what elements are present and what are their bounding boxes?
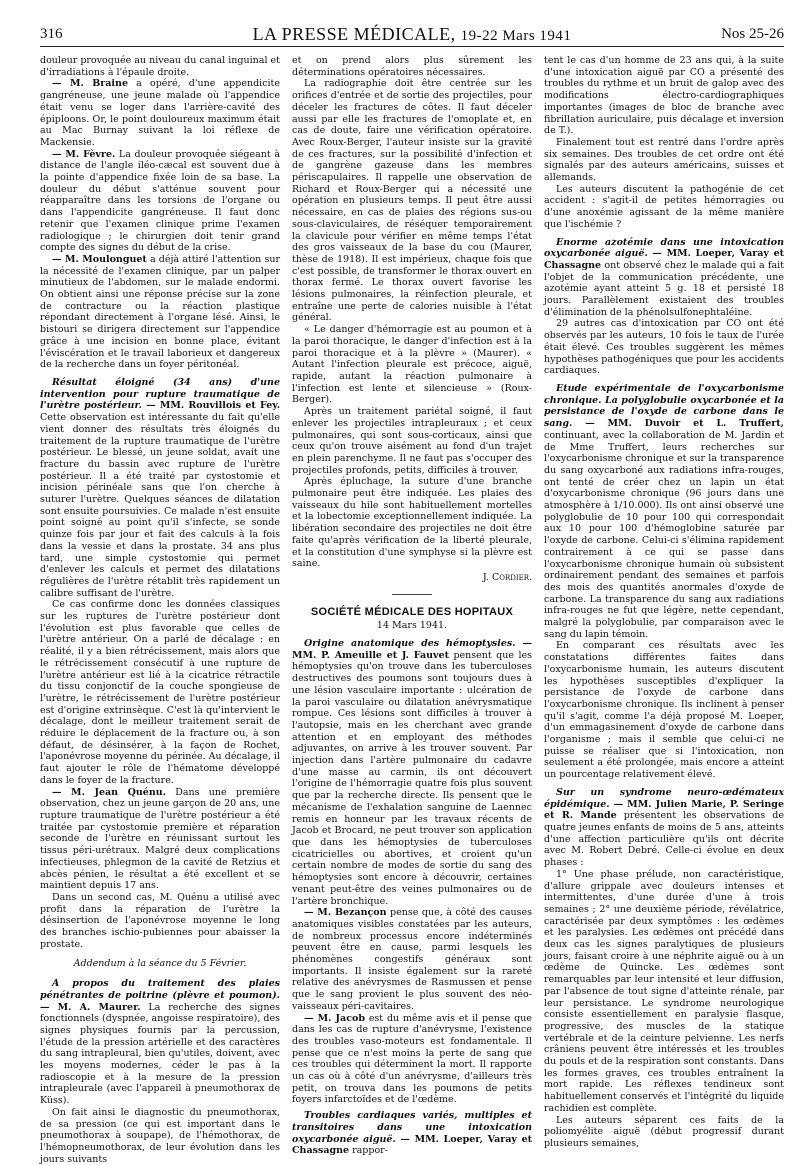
- paragraph: On fait ainsi le diagnostic du pneumothorax, de sa pression (ce qui est important dans le pneumothorax à soupape), de l'hémothorax, de l'hémopneumothorax, de leur évolution dans les jours suivants: [40, 1106, 280, 1165]
- paragraph: La radiographie doit être centrée sur les orifices d'entrée et de sortie des projectiles, pour déceler les fractures de côtes. Il faut déceler aussi par elle les fractures de l'omoplate et, en cas de doute, faire une vérification opératoire. Avec Roux-Berger, l'auteur insiste sur la gravité de ces fractures, sur la possibilité d'infection et de gangrène gazeuse dans les membres périscapulaires. Il rappelle une observation de Richard et Roux-Berger qui a nécessité une opération en plusieurs temps. Il peut être aussi nécessaire, en cas de plaies des régions sus-ou sous-claviculaires, de réséquer temporairement la clavicule pour vérifier en même temps l'état des gros vaisseaux de la base du cou (Maurer, thèse de 1918). Il est impérieux, chaque fois que c'est possible, de transformer le thorax ouvert en thorax fermé. Le thorax ouvert favorise les lésions pulmonaires, la réinfection pleurale, et entraîne une perte de calories nuisible à l'état général.: [292, 78, 532, 324]
- section: [40, 377, 280, 599]
- signature: J. Cordier.: [482, 571, 532, 583]
- paragraph: [40, 254, 280, 371]
- section: [40, 978, 280, 1107]
- speaker-name: — M. Jacob: [304, 1012, 365, 1024]
- paragraph-text: Cette observation est intéressante du fait qu'elle vient donner des résultats très éloignés du traitement de la rupture traumatique de l'urètre postérieur. Le blessé, un jeune soldat, avait une fracture du bassin avec rupture de l'urètre postérieur. Il a été traité par cystostomie et incision périnéale sans que l'on cherche à suturer l'urètre. Quelques séances de dilatation sont ensuite poursuivies. Ce malade n'est ensuite point soigné au point qu'il s'infecte, se sonde quinze fois par jour et fait des calculs à la fois dans la vessie et dans la prostate. 34 ans plus tard, une simple cystostomie qui permet d'enlever les calculs et permet des dilatations régulières de l'urètre rétablit très rapidement un calibre suffisant de l'urètre.: [40, 412, 280, 599]
- section-title: Sur un syndrome neuro-œdémateux épidémique.: [544, 786, 784, 810]
- paragraph-text: Dans une première observation, chez un jeune garçon de 20 ans, une rupture traumatique de l'urètre postérieur a été traitée par cystostomie première et réparation seconde de l'urètre en réunissant surtout les tissus péri-urétraux. Malgré deux complications infectieuses, phlegmon de la cavité de Retzius et abcès pénien, le résultat a été excellent et se maintient depuis 17 ans.: [40, 786, 280, 892]
- paragraph: 29 autres cas d'intoxication par CO ont été observés par les auteurs, 10 fois le taux de l'urée était élevé. Ces troubles suggèrent les mêmes hypothèses pathogéniques que pour les accidents cardiaques.: [544, 318, 784, 377]
- session-date: 14 Mars 1941.: [376, 620, 448, 632]
- paragraph-text: a déjà attiré l'attention sur la nécessité de l'examen clinique, par un palper minutieux de l'abdomen, sur le malade endormi. On obtient ainsi une réponse précise sur la zone de contracture ou la réaction plastique répondant directement à l'organe lésé. Ainsi, le bistouri se dirigera directement sur l'appendice grâce à une incision en bonne place, évitant l'éviscération et le travail laborieux et dangereux de la recherche dans un foyer péritonéal.: [40, 253, 280, 371]
- paragraph-text: La douleur provoquée siégeant à distance de l'angle iléo-cæcal est souvent due à la pointe d'appendice fixée loin de sa base. La douleur du début s'atténue souvent pour réapparaître dans les torsions de l'organe ou dans l'appendicite gangréneuse. Il faut donc retenir que l'examen clinique prime l'examen radiologique ; le chirurgien doit tenir grand compte des signes du début de la crise.: [40, 148, 280, 254]
- paragraph: [292, 907, 532, 1012]
- section: [544, 383, 784, 640]
- paragraph-text: La recherche des signes fonctionnels (dyspnée, angoisse respiratoire), des signes physiques fournis par la percussion, l'étude de la pression artérielle et des caractères du sang intrapleural, bien qu'utiles, doivent, avec les moyens modernes, céder le pas à la radioscopie et à la mesure de la pression intrapleurale (avec l'appareil à pneumothorax de Küss).: [40, 1001, 280, 1107]
- paragraph: [40, 787, 280, 892]
- section-title: Origine anatomique des hémoptysies.: [304, 638, 516, 650]
- journal-title: [40, 24, 784, 45]
- paragraph: [292, 1013, 532, 1107]
- author-names: — MM. Duvoir et L. Truffert,: [572, 418, 784, 430]
- author-names: — MM. Loeper, Varay et Chassagne: [292, 1133, 532, 1157]
- section-title: Enorme azotémie dans une intoxication oxycarbonée aiguë.: [544, 236, 784, 260]
- paragraph: tent le cas d'un homme de 23 ans qui, à la suite d'une intoxication aiguë par CO a présenté des troubles du rythme et un bruit de galop avec des modifications électro-cardiographiques importantes (images de bloc de branche avec fibrillation auriculaire, puis décalage et inversion de T.).: [544, 55, 784, 137]
- author-names: — MM. Loeper, Varay et Chassagne: [544, 248, 784, 271]
- paragraph: Finalement tout est rentré dans l'ordre après six semaines. Des troubles de cet ordre ont été signalés par des auteurs américains, suisses et allemands.: [544, 136, 784, 184]
- paragraph: En comparant ces résultats avec les constatations différentes faites dans l'oxycarbonisme humain, les auteurs discutent les hypothèses susceptibles d'expliquer la persistance de l'oxyde de carbone dans l'oxycarbonisme chronique. Ils inclinent à penser qu'il s'agit, comme l'a déjà proposé M. Loeper, d'un emmagasinement d'oxyde de carbone dans l'organisme ; mais il semble que celui-ci ne puisse se réaliser que si l'intoxication, non seulement a été prolongée, mais encore a atteint un pourcentage relativement élevé.: [544, 640, 784, 781]
- journal-name: LA PRESSE MÉDICALE,: [252, 24, 456, 44]
- paragraph: douleur provoquée au niveau du canal inguinal et d'irradiations à l'épaule droite.: [40, 55, 280, 78]
- addendum-heading: Addendum à la séance du 5 Février.: [73, 958, 247, 970]
- paragraph-text: est du même avis et il pense que dans les cas de rupture d'anévrysme, l'existence des troubles vaso-moteurs est fondamentale. Il pense que ce n'est moins la perte de sang que ces troubles qui déterminent la mort. Il rapporte un cas où à côté d'un anévrysme, d'ailleurs très petit, on trouva dans les poumons de petits foyers infarctoïdes et de l'œdème.: [292, 1012, 532, 1106]
- paragraph-text: a opéré, d'une appendicite gangréneuse, une jeune malade où l'appendice était venu se loger dans l'arrière-cavité des épiploons. Or, le point douloureux maximum était au Mac Burnay suivant la loi réflexe de Mackensie.: [40, 78, 280, 148]
- paragraph: [40, 78, 280, 148]
- author-names: — MM. Rouvillois et Fey.: [141, 400, 281, 412]
- divider: [392, 594, 432, 595]
- section-title: Troubles cardiaques variés, multiples et transitoires dans une intoxication oxycarbonée aiguë.: [292, 1110, 532, 1145]
- author-names: — MM. Julien Marie, P. Seringe et R. Mande: [544, 798, 784, 822]
- page-header: [40, 24, 784, 47]
- speaker-name: — M. Braine: [52, 78, 128, 90]
- paragraph-text: présentent les observations de quatre jeunes enfants de moins de 5 ans, atteints d'une affection particulière qu'ils ont décrite avec M. Robert Debré. Celle-ci évolue en deux phases :: [544, 810, 785, 869]
- paragraph-text: rappor-: [349, 1145, 388, 1157]
- paragraph: [40, 149, 280, 254]
- paragraph: Ce cas confirme donc les données classiques sur les ruptures de l'urètre postérieur dont l'évolution est plus favorable que celles de l'urètre antérieur. On a parlé de décalage : en réalité, il y a bien rétrécissement, mais alors que le rétrécissement consécutif à une rupture de l'urètre antérieur est lié à la cicatrice rétractile du tissu conjonctif de la couche spongieuse de l'urètre, le rétrécissement de l'urètre postérieur est d'origine extrinsèque. C'est là qu'intervient le décalage, dont le meilleur traitement serait de réduire le déplacement de la fracture ou, à son défaut, de désinsérer, à la façon de Rochet, l'aponévrose moyenne du périnée. Au décalage, il faut ajouter le rôle de l'hématome développé dans le foyer de la fracture.: [40, 599, 280, 786]
- section: [544, 237, 784, 319]
- author-names: — MM. P. Ameuille et J. Fauvet: [292, 638, 532, 661]
- page-number: 316: [40, 26, 63, 42]
- paragraph-text: ont observé chez le malade qui a fait l'objet de la communication précédente, une azotémie ayant atteint 5 g. 18 et persisté 18 jours. Parallèlement existaient des troubles d'élimination de la phénolsulfonephtaléine.: [544, 259, 784, 318]
- speaker-name: — M. Jean Quénu.: [52, 786, 166, 798]
- column-1: [40, 55, 280, 1165]
- speaker-name: — M. Moulonguet: [52, 253, 147, 265]
- paragraph: Les auteurs discutent la pathogénie de cet accident : s'agit-il de petites hémorragies ou d'une anoxémie agissant de la même manière que l'ischémie ?: [544, 183, 784, 230]
- paragraph: Après épluchage, la suture d'une branche pulmonaire peut être indiquée. Les plaies des vaisseaux du hile sont habituellement mortelles et la lobectomie exceptionnellement indiquée. La libération secondaire des projectiles ne doit être faite qu'après vérification de la liberté pleurale, et la constitution d'une symphyse si la plèvre est saine.: [292, 476, 532, 570]
- column-2: [292, 55, 532, 1165]
- section-title: Etude expérimentale de l'oxycarbonisme chronique. La polyglobulie oxycarbonée et la persistance de l'oxyde de carbone dans le sang.: [544, 382, 784, 430]
- paragraph: et on prend alors plus sûrement les déterminations opératoires nécessaires.: [292, 55, 532, 78]
- society-heading: SOCIÉTÉ MÉDICALE DES HOPITAUX: [310, 605, 514, 618]
- paragraph: Les auteurs séparent ces faits de la poliomyélite aiguë (début progressif durant plusieurs semaines,: [544, 1114, 784, 1149]
- paragraph: 1° Une phase prélude, non caractéristique, d'allure grippale avec douleurs intenses et intermittentes, d'une durée d'une à trois semaines ; 2° une deuxième période, révélatrice, caractérisée par deux symptômes : les œdèmes et les paralysies. Les œdèmes ont précédé dans deux cas les signes paralytiques de plusieurs jours, faisant croire à une néphrite aiguë ou à un œdème de Quincke. Les œdèmes sont remarquables par leur intensité et leur diffusion, par l'absence de tout signe d'atteinte rénale, par leur persistance. Le syndrome neurologique consiste essentiellement en paralysie flasque, progressive, des muscles de la statique vertébrale et de la ceinture pelvienne. Les nerfs crâniens peuvent être intéressés et les troubles du pouls et de la respiration sont constants. Dans les formes graves, ces troubles entraînent la mort rapide. Les réflexes tendineux sont habituellement conservés et l'intégrité du liquide rachidien est complète.: [544, 868, 784, 1114]
- issue-number: Nos 25-26: [721, 26, 784, 42]
- article-columns: [40, 55, 785, 1165]
- paragraph-text: pense que, à côté des causes anatomiques visibles constatées par les auteurs, de nombreux processus encore indéterminés peuvent être en cause, parmi lesquels les phénomènes congestifs généraux sont importants. Il insiste également sur la rareté relative des anévrysmes de Rasmussen et pense que le sang provient le plus souvent des néo-vaisseaux péri-cavitaires.: [292, 907, 533, 1012]
- paragraph-text: pensent que les hémoptysies qu'on trouve dans les tuberculoses destructives des poumons sont toujours dues à une lésion vasculaire importante : ulcération de la paroi vasculaire ou dilatation anévrysmatique rompue. Ces lésions sont difficiles à trouver à l'autopsie, mais en les cherchant avec grande attention et en employant des méthodes adjuvantes, on arrive à les trouver souvent. Par injection dans l'artère pulmonaire du cadavre d'une masse au carmin, ils ont découvert l'origine de l'hémorragie quatre fois plus souvent que par la recherche directe. Ils pensent que le mécanisme de l'exhalation sanguine de Laennec remis en honneur par les travaux récents de Jacob et Brocard, ne peut trouver son application que dans les hémoptysies de tuberculoses cicatricielles ou abortives, et croient qu'un certain nombre de modes de sortie du sang des hémoptysies sont encore à découvrir, certaines venant peut-être des veines pulmonaires ou de l'artère bronchique.: [292, 649, 532, 907]
- section-title: Résultat éloigné (34 ans) d'une intervention pour rupture traumatique de l'urètre postérieur.: [40, 376, 280, 412]
- section: [544, 787, 784, 869]
- paragraph: « Le danger d'hémorragie est au poumon et à la paroi thoracique, le danger d'infection est à la paroi thoracique et à la plèvre » (Maurer). « Autant l'infection pleurale est précoce, aiguë, rapide, autant la réaction pulmonaire à l'infection est lente et silencieuse » (Roux-Berger).: [292, 324, 532, 406]
- paragraph-text: continuant, avec la collaboration de M. Jardin et de Mme Truffert, leurs recherches sur l'oxycarbonisme chronique et sur la transparence du sang oxycarboné aux radiations infra-rouges, ont tenté de créer chez un lapin un état d'oxycarbonisme chronique (96 jours dans une atmosphère à 1/10.000). Ils ont ainsi observé une polyglobulie de 10 pour 100 qui correspondait aux 10 pour 100 d'hémoglobine saturée par l'oxyde de carbone. Celui-ci s'élimina rapidement contrairement à ce qui se passe dans l'oxycarbonisme chronique humain où subsistent ordinairement pendant des semaines et parfois des mois des quantités anormales d'oxyde de carbone. La transparence du sang aux radiations infra-rouges ne fut que légère, nette cependant, malgré la polyglobulie, par comparaison avec le sang du lapin témoin.: [544, 429, 784, 640]
- section: [292, 638, 532, 907]
- speaker-name: — M. Fèvre.: [52, 148, 116, 160]
- section: [292, 1110, 532, 1157]
- column-3: [544, 55, 784, 1165]
- paragraph: Dans un second cas, M. Quénu a utilisé avec profit dans la réparation de l'urètre la désinsertion de l'aponévrose moyenne le long des branches ischio-pubiennes pour abaisser la prostate.: [40, 891, 280, 950]
- paragraph: Après un traitement pariétal soigné, il faut enlever les projectiles intrapleuraux ; et ceux pulmonaires, qui sont sous-corticaux, ainsi que ceux qu'on trouve aisément au fond d'un trajet en plein parenchyme. Il ne faut pas s'occuper des projectiles profonds, petits, difficiles à trouver.: [292, 406, 532, 476]
- speaker-name: — M. Bezançon: [304, 907, 387, 919]
- section-title: A propos du traitement des plaies pénétrantes de poitrine (plèvre et poumon).: [40, 978, 280, 1001]
- author-names: — M. A. Maurer.: [40, 1001, 141, 1013]
- issue-date: 19-22 Mars 1941: [460, 28, 572, 44]
